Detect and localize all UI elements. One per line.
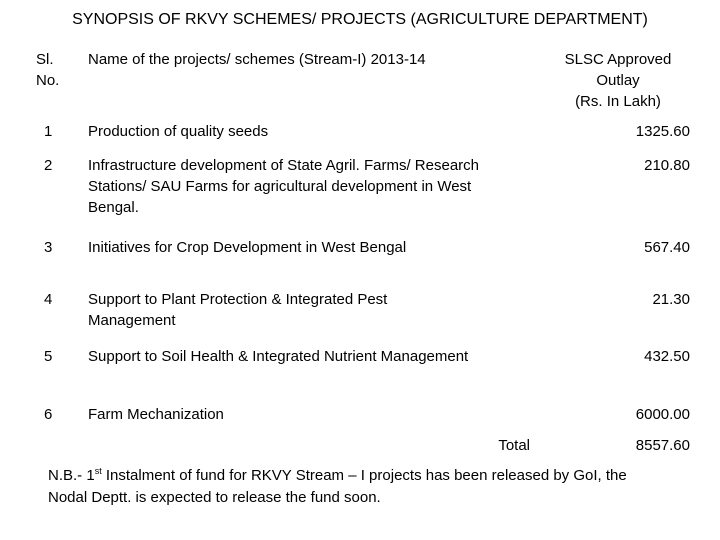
footnote-superscript: st: [94, 466, 102, 476]
footnote-line1-rest: Instalment of fund for RKVY Stream – I projects has been released by GoI, the: [101, 467, 627, 484]
row-1-value: 1325.60: [635, 123, 690, 140]
footnote-prefix: N.B.- 1: [48, 467, 95, 484]
row-5-name-line1: Support to Soil Health & Integrated Nutrient Management: [88, 348, 469, 365]
row-2-name-line3: Bengal.: [88, 199, 139, 216]
header-project-name: Name of the projects/ schemes (Stream-I) 2013-14: [88, 51, 426, 68]
row-5-name: [88, 346, 538, 367]
row-5-value: 432.50: [644, 348, 690, 365]
header-sl-line1: Sl.: [36, 51, 54, 68]
header-outlay-line3: (Rs. In Lakh): [575, 93, 661, 110]
row-1-sl: 1: [44, 123, 53, 140]
row-2-name-line2: Stations/ SAU Farms for agricultural development in West: [88, 178, 472, 195]
header-sl-no: [36, 49, 76, 91]
header-outlay: [548, 49, 688, 112]
row-4-value: 21.30: [652, 291, 690, 308]
row-4-sl: 4: [44, 291, 53, 308]
row-2-name-line1: Infrastructure development of State Agril. Farms/ Research: [88, 157, 480, 174]
total-label: Total: [498, 437, 530, 454]
footnote: [48, 460, 688, 509]
row-3-name: [88, 237, 538, 258]
row-5-sl: 5: [44, 348, 53, 365]
row-6-name: [88, 404, 538, 425]
total-value: 8557.60: [635, 437, 690, 454]
row-2-sl: 2: [44, 157, 53, 174]
row-6-sl: 6: [44, 406, 53, 423]
row-6-value: 6000.00: [635, 406, 690, 423]
row-3-sl: 3: [44, 239, 53, 256]
row-4-name: [88, 289, 538, 331]
row-3-value: 567.40: [644, 239, 690, 256]
footnote-line1: [48, 460, 688, 487]
row-1-name: [88, 121, 538, 142]
footnote-line2: Nodal Deptt. is expected to release the fund soon.: [48, 489, 381, 506]
header-sl-line2: No.: [36, 72, 60, 89]
row-1-name-line1: Production of quality seeds: [88, 123, 269, 140]
row-3-name-line1: Initiatives for Crop Development in West Bengal: [88, 239, 407, 256]
row-4-name-line2: Management: [88, 312, 176, 329]
header-outlay-line1: SLSC Approved: [564, 51, 672, 68]
row-2-value: 210.80: [644, 157, 690, 174]
row-2-name: [88, 155, 538, 218]
header-outlay-line2: Outlay: [596, 72, 640, 89]
row-4-name-line1: Support to Plant Protection & Integrated Pest: [88, 291, 388, 308]
row-6-name-line1: Farm Mechanization: [88, 406, 224, 423]
page-title: SYNOPSIS OF RKVY SCHEMES/ PROJECTS (AGRICULTURE DEPARTMENT): [72, 11, 648, 28]
